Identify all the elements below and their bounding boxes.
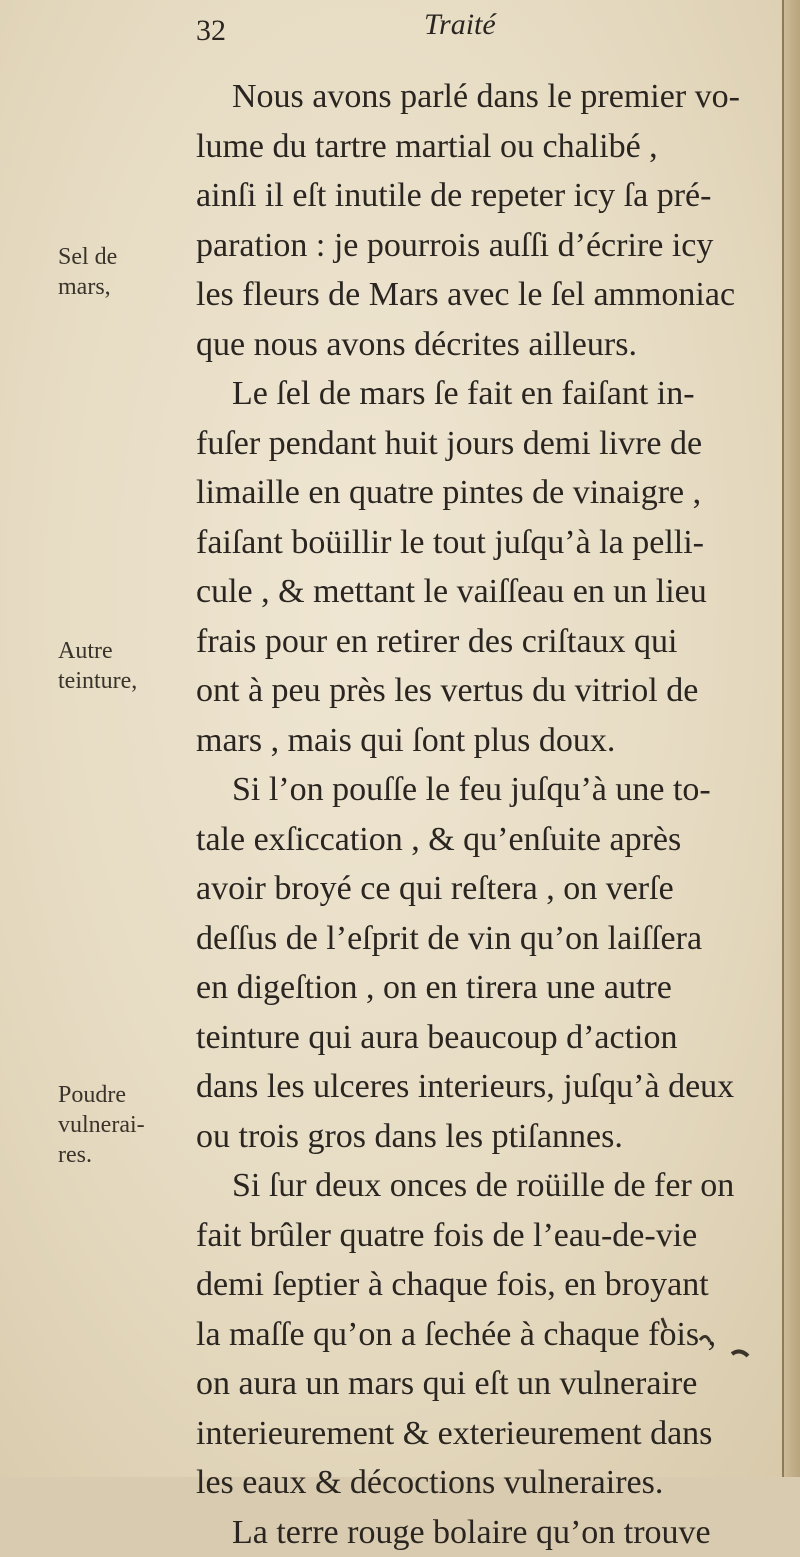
text-line: Nous avons parlé dans le premier vo-	[196, 72, 762, 122]
margin-note-sel-de-mars	[58, 242, 188, 302]
text-line: frais pour en retirer des criſtaux qui	[196, 617, 762, 667]
text-line: deſſus de l’eſprit de vin qu’on laiſſera	[196, 914, 762, 964]
margin-note-line: teinture,	[58, 666, 188, 696]
text-line: tale exſiccation , & qu’enſuite après	[196, 815, 762, 865]
text-line: La terre rouge bolaire qu’on trouve	[196, 1508, 762, 1557]
text-line: paration : je pourrois auſſi d’écrire icy	[196, 221, 762, 271]
page-header	[196, 6, 736, 46]
margin-note-autre-teinture	[58, 636, 188, 696]
text-line: Si l’on pouſſe le feu juſqu’à une to-	[196, 765, 762, 815]
margin-note-line: res.	[58, 1140, 188, 1170]
text-line: avoir broyé ce qui reſtera , on verſe	[196, 864, 762, 914]
margin-note-line: vulnerai-	[58, 1110, 188, 1140]
text-line: que nous avons décrites ailleurs.	[196, 320, 762, 370]
page-edge	[782, 0, 800, 1477]
margin-note-line: mars,	[58, 272, 188, 302]
margin-note-poudre-vulneraires	[58, 1080, 188, 1170]
text-line: teinture qui aura beaucoup d’action	[196, 1013, 762, 1063]
text-line: limaille en quatre pintes de vinaigre ,	[196, 468, 762, 518]
text-line: on aura un mars qui eſt un vulneraire	[196, 1359, 762, 1409]
text-line: dans les ulceres interieurs, juſqu’à deux	[196, 1062, 762, 1112]
text-line: demi ſeptier à chaque fois, en broyant	[196, 1260, 762, 1310]
text-line: ont à peu près les vertus du vitriol de	[196, 666, 762, 716]
text-line: ainſi il eſt inutile de repeter icy ſa pré-	[196, 171, 762, 221]
text-line: Si ſur deux onces de roüille de fer on	[196, 1161, 762, 1211]
margin-note-line: Autre	[58, 636, 188, 666]
ink-marks	[640, 1310, 780, 1370]
text-line: cule , & mettant le vaiſſeau en un lieu	[196, 567, 762, 617]
margin-note-line: Sel de	[58, 242, 188, 272]
text-line: Le ſel de mars ſe fait en faiſant in-	[196, 369, 762, 419]
text-line: ou trois gros dans les ptiſannes.	[196, 1112, 762, 1162]
text-line: en digeſtion , on en tirera une autre	[196, 963, 762, 1013]
text-line: faiſant boüillir le tout juſqu’à la pelli-	[196, 518, 762, 568]
running-title: Traité	[424, 8, 496, 42]
text-line: lume du tartre martial ou chalibé ,	[196, 122, 762, 172]
text-line: fait brûler quatre fois de l’eau-de-vie	[196, 1211, 762, 1261]
text-line: la maſſe qu’on a ſechée à chaque fois ,	[196, 1310, 762, 1360]
text-line: interieurement & exterieurement dans	[196, 1409, 762, 1459]
text-line: fuſer pendant huit jours demi livre de	[196, 419, 762, 469]
margin-note-line: Poudre	[58, 1080, 188, 1110]
page-number: 32	[196, 14, 226, 48]
text-line: les fleurs de Mars avec le ſel ammoniac	[196, 270, 762, 320]
text-line: mars , mais qui ſont plus doux.	[196, 716, 762, 766]
text-line: les eaux & décoctions vulneraires.	[196, 1458, 762, 1508]
